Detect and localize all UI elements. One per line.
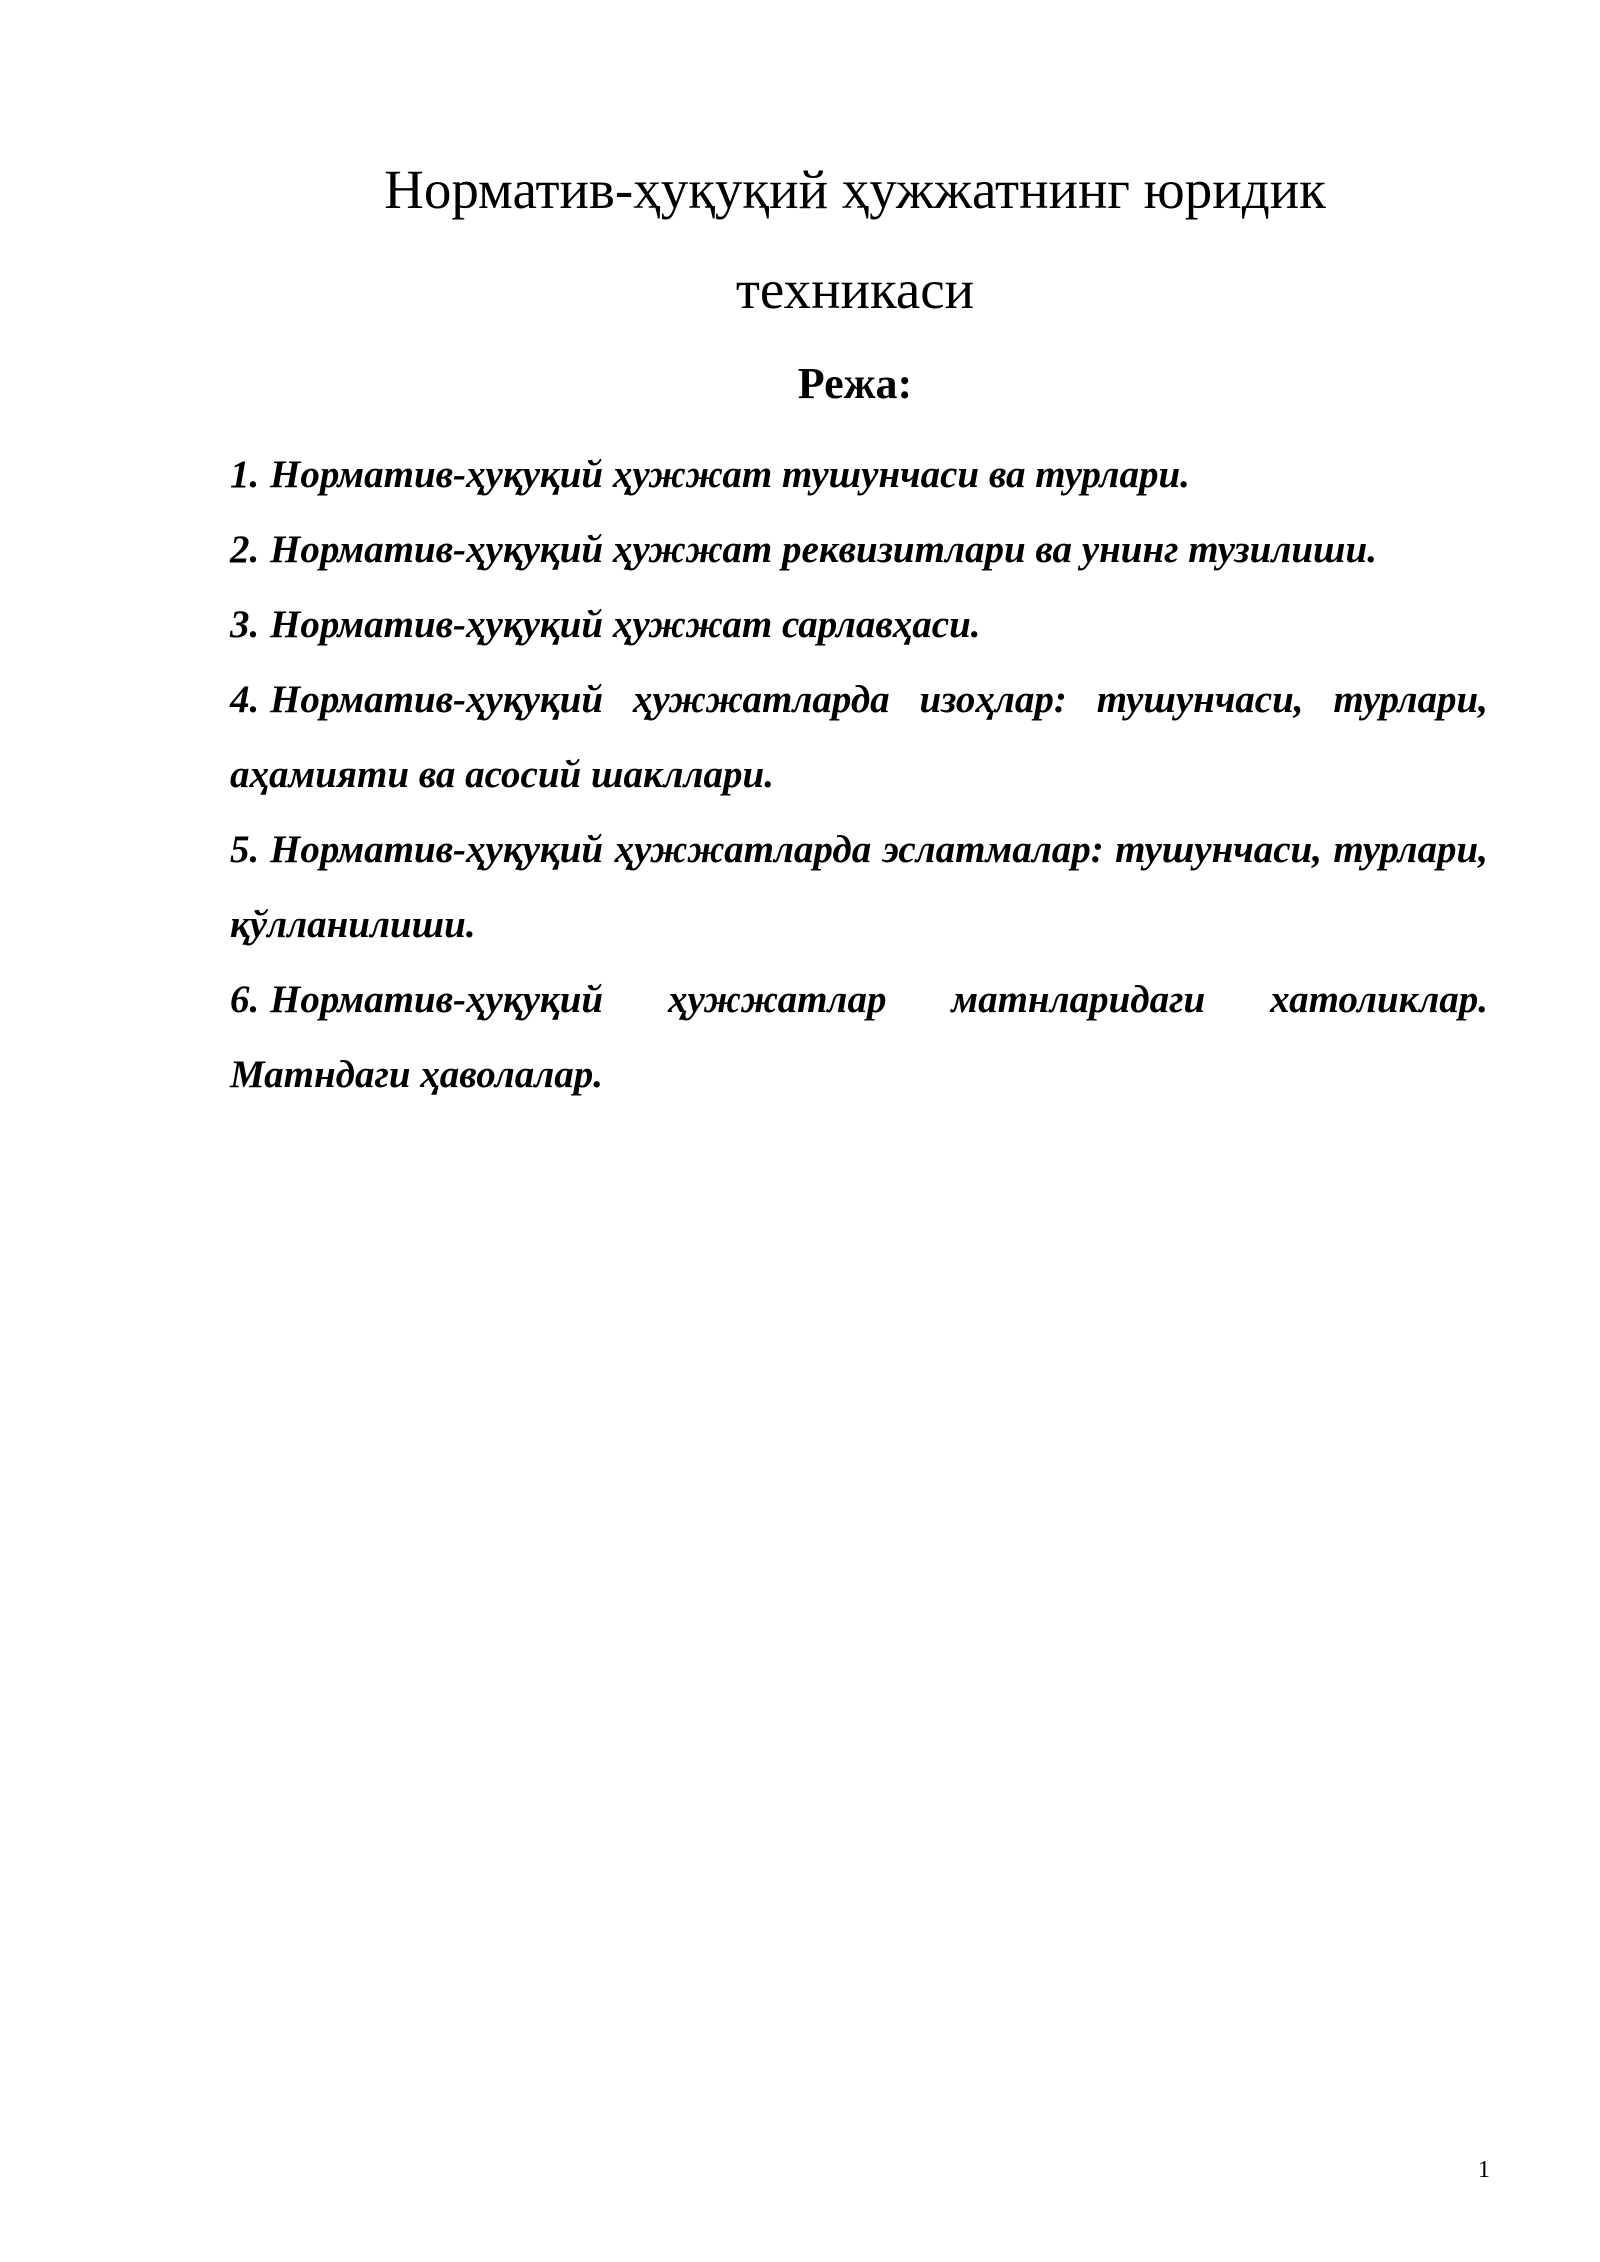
- plan-item-text: Норматив-ҳуқуқий ҳужжатларда изоҳлар: тушунчаси, турлари, аҳамияти ва асосий шакллари.: [230, 678, 1488, 796]
- plan-item-4: [230, 662, 1488, 812]
- plan-item-6: [230, 962, 1488, 1112]
- document-title-line-1: Норматив-ҳуқуқий ҳужжатнинг юридик: [384, 159, 1326, 220]
- plan-item-5: [230, 812, 1488, 962]
- plan-list: [230, 437, 1488, 1112]
- plan-item-number: 6.: [230, 978, 260, 1021]
- plan-item-text: Норматив-ҳуқуқий ҳужжат сарлавҳаси.: [270, 603, 981, 646]
- plan-item-1: [230, 437, 1488, 512]
- plan-item-number: 3.: [230, 603, 260, 646]
- page-number: 1: [1478, 2157, 1490, 2183]
- plan-item-number: 1.: [230, 453, 260, 496]
- plan-item-number: 5.: [230, 828, 260, 871]
- plan-item-text: Норматив-ҳуқуқий ҳужжатларда эслатмалар: тушунчаси, турлари, қўлланилиши.: [230, 828, 1488, 946]
- plan-item-3: [230, 587, 1488, 662]
- document-title-line-2: техникаси: [735, 259, 975, 320]
- plan-item-number: 4.: [230, 678, 260, 721]
- plan-item-text: Норматив-ҳуқуқий ҳужжатлар матнларидаги хатоликлар. Матндаги ҳаволалар.: [230, 978, 1488, 1096]
- plan-item-2: [230, 512, 1488, 587]
- plan-heading: Режа:: [797, 359, 913, 408]
- plan-item-text: Норматив-ҳуқуқий ҳужжат тушунчаси ва турлари.: [270, 453, 1190, 496]
- plan-item-text: Норматив-ҳуқуқий ҳужжат реквизитлари ва унинг тузилиши.: [270, 528, 1377, 571]
- plan-item-number: 2.: [230, 528, 260, 571]
